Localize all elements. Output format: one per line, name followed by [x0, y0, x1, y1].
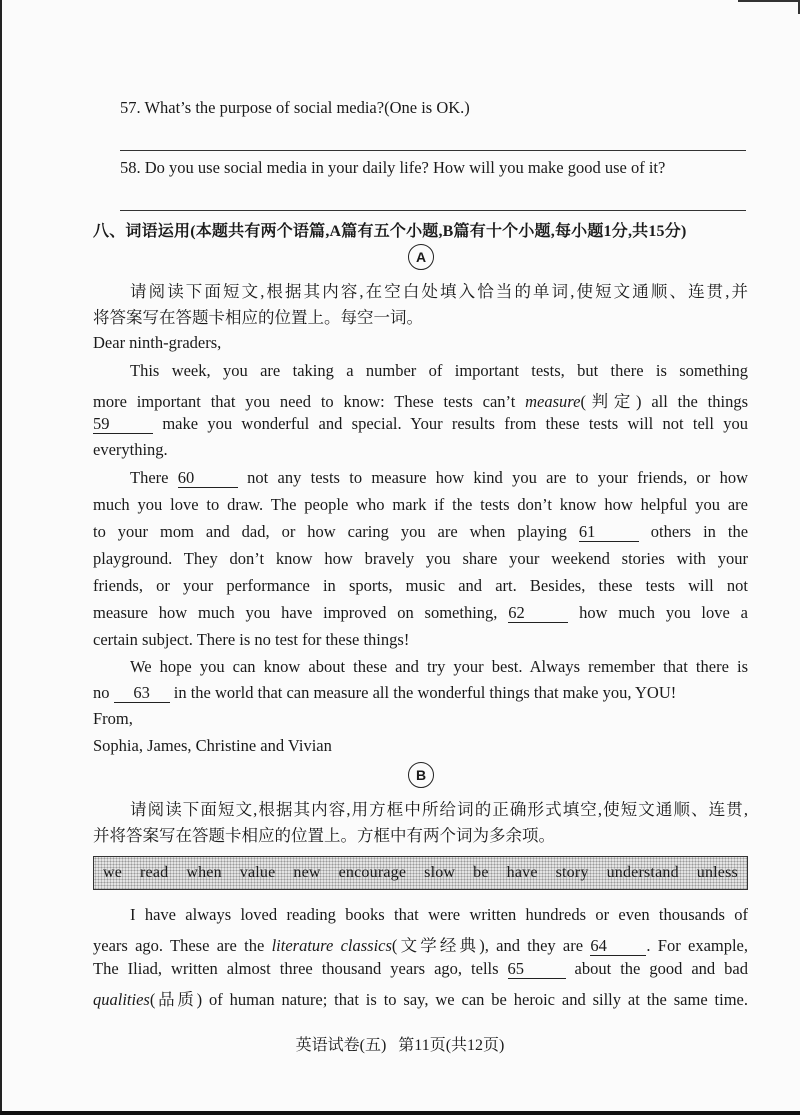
word-bank-item: when	[186, 864, 222, 881]
part-b-instruction-line1: 请阅读下面短文,根据其内容,用方框中所给词的正确形式填空,使短文通顺、连贯,	[130, 800, 748, 819]
paragraph-2-line-2: much you love to draw. The people who mark if the tests don’t know how helpful you are	[93, 495, 748, 514]
paragraph-1-line-4: everything.	[93, 440, 168, 459]
part-a-badge: A	[408, 244, 434, 270]
scan-border-left	[0, 0, 2, 1115]
word-bank-item: slow	[424, 864, 456, 881]
paragraph-3-line-2: no 63 in the world that can measure all the wonderful things that make you, YOU!	[93, 683, 677, 702]
blank-60[interactable]: 60	[178, 469, 238, 488]
paragraph-2-line-3: to your mom and dad, or how caring you are when playing 61 others in the	[93, 522, 749, 541]
blank-62[interactable]: 62	[508, 604, 568, 623]
part-a-instruction-line1: 请阅读下面短文,根据其内容,在空白处填入恰当的单词,使短文通顺、连贯,并	[130, 282, 748, 301]
blank-59[interactable]: 59	[93, 415, 153, 434]
question-58: 58. Do you use social media in your daily life? How will you make good use of it?	[120, 158, 666, 177]
word-bank-item: encourage	[338, 864, 407, 881]
passage-b-line-1: I have always loved reading books that were written hundreds or even thousands of	[130, 905, 748, 924]
section-8-title: 八、词语运用(本题共有两个语篇,A篇有五个小题,B篇有十个小题,每小题1分,共15分)	[93, 223, 687, 240]
paragraph-2-line-7: certain subject. There is no test for these things!	[93, 630, 410, 649]
literature-classics-term: literature classics	[271, 936, 392, 955]
measure-term: measure	[525, 392, 581, 411]
word-bank-item: be	[473, 864, 489, 881]
answer-line-58[interactable]	[120, 210, 746, 211]
passage-b-line-3: The Iliad, written almost three thousand years ago, tells 65 about the good and bad	[93, 959, 749, 978]
word-bank-item: have	[506, 864, 538, 881]
word-bank	[93, 856, 748, 890]
scan-border-corner	[738, 0, 800, 14]
question-57: 57. What’s the purpose of social media?(One is OK.)	[120, 98, 470, 117]
passage-b-line-4: qualities(品质) of human nature; that is to say, we can be heroic and silly at the same time.	[93, 990, 748, 1009]
paragraph-1-line-3: 59 make you wonderful and special. Your results from these tests will not tell you	[93, 414, 748, 433]
paragraph-1-line-1: This week, you are taking a number of important tests, but there is something	[130, 361, 748, 380]
page-footer: 英语试卷(五) 第11页(共12页)	[295, 1037, 505, 1054]
blank-64[interactable]: 64	[590, 937, 646, 956]
paragraph-1-line-2: more important that you need to know: These tests can’t measure(判定) all the things	[93, 392, 748, 411]
blank-65[interactable]: 65	[508, 960, 566, 979]
letter-greeting: Dear ninth-graders,	[93, 333, 222, 352]
letter-closing: From,	[93, 709, 133, 728]
paragraph-2-line-5: friends, or your performance in sports, music and art. Besides, these tests will not	[93, 576, 748, 595]
paragraph-2-line-1: There 60 not any tests to measure how kind you are to your friends, or how	[130, 468, 749, 487]
word-bank-item: value	[239, 864, 276, 881]
part-a-instruction-line2: 将答案写在答题卡相应的位置上。每空一词。	[93, 308, 423, 327]
letter-signers: Sophia, James, Christine and Vivian	[93, 736, 332, 755]
scan-border-bottom	[0, 1111, 800, 1115]
paragraph-2-line-6: measure how much you have improved on something, 62 how much you love a	[93, 603, 748, 622]
part-b-instruction-line2: 并将答案写在答题卡相应的位置上。方框中有两个词为多余项。	[93, 826, 555, 845]
word-bank-item: understand	[606, 864, 679, 881]
word-bank-item: story	[555, 864, 589, 881]
word-bank-item: unless	[696, 864, 738, 881]
passage-b-line-2: years ago. These are the literature classics(文学经典), and they are 64 . For example,	[93, 936, 749, 955]
paragraph-3-line-1: We hope you can know about these and try your best. Always remember that there is	[130, 657, 748, 676]
answer-line-57[interactable]	[120, 150, 746, 151]
paragraph-2-line-4: playground. They don’t know how bravely you share your weekend stories with your	[93, 549, 748, 568]
word-bank-item: new	[293, 864, 321, 881]
word-bank-item: read	[140, 864, 169, 881]
word-bank-item: we	[102, 864, 123, 881]
blank-63[interactable]: 63	[114, 684, 170, 703]
part-b-badge: B	[408, 762, 434, 788]
blank-61[interactable]: 61	[579, 523, 639, 542]
qualities-term: qualities	[93, 990, 150, 1009]
